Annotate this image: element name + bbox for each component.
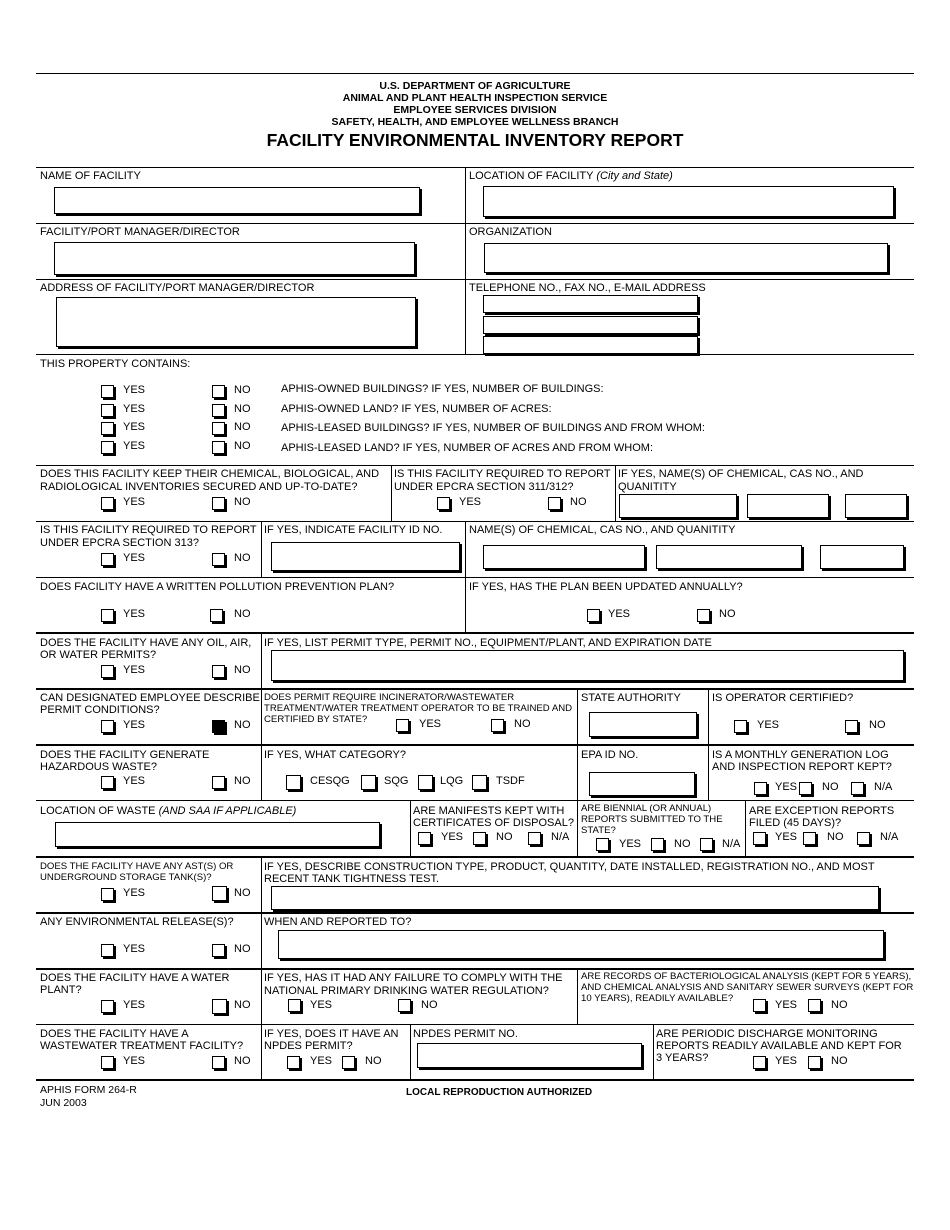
when-reported-input[interactable] (278, 930, 884, 959)
rule (36, 521, 914, 522)
permit-list-label: IF YES, LIST PERMIT TYPE, PERMIT NO., EQUIPMENT/PLANT, AND EXPIRATION DATE (264, 637, 712, 649)
yes-label: YES (123, 1055, 146, 1067)
yes-label: YES (459, 496, 482, 508)
epcra311-label-1: IS THIS FACILITY REQUIRED TO REPORT (394, 468, 611, 480)
waste-location-input[interactable] (55, 822, 380, 847)
yes-label: YES (419, 718, 442, 730)
describe-no-checkbox[interactable] (212, 720, 225, 733)
form-title: FACILITY ENVIRONMENTAL INVENTORY REPORT (266, 130, 684, 150)
operator-certified-no-checkbox[interactable] (845, 720, 858, 733)
exception-label-1: ARE EXCEPTION REPORTS (749, 805, 895, 817)
form-number: APHIS FORM 264-R (40, 1084, 137, 1096)
location-of-facility-label: LOCATION OF FACILITY (City and State) (469, 170, 673, 182)
npdes-label-2: NPDES PERMIT? (264, 1040, 353, 1052)
no-label: NO (234, 999, 251, 1011)
no-label: NO (234, 384, 251, 396)
rule (36, 577, 914, 578)
yes-label: YES (775, 781, 798, 793)
lqg-checkbox[interactable] (418, 775, 433, 790)
epcra313-yes-checkbox[interactable] (101, 553, 114, 566)
rule (36, 856, 914, 858)
epcra311-no-checkbox[interactable] (548, 497, 561, 510)
divider (653, 1024, 654, 1080)
haz-no-checkbox[interactable] (212, 776, 225, 789)
aphis-owned-buildings-label: APHIS-OWNED BUILDINGS? IF YES, NUMBER OF BUILDINGS: (281, 383, 604, 395)
no-label: NO (827, 831, 844, 843)
rule (36, 688, 914, 690)
epcra313-label-1: IS THIS FACILITY REQUIRED TO REPORT (40, 524, 257, 536)
yes-label: YES (123, 887, 146, 899)
dmr-label-2: REPORTS READILY AVAILABLE AND KEPT FOR (656, 1040, 902, 1052)
tank-description-input[interactable] (271, 886, 879, 910)
wwtf-label-2: WASTEWATER TREATMENT FACILITY? (40, 1040, 244, 1052)
yes-label: YES (757, 719, 780, 731)
agency-line-1: U.S. DEPARTMENT OF AGRICULTURE (379, 80, 571, 92)
npdes-no-checkbox[interactable] (342, 1056, 355, 1069)
yes-label: YES (123, 999, 146, 1011)
no-label: NO (514, 718, 531, 730)
inventories-label-2: RADIOLOGICAL INVENTORIES SECURED AND UP-TO-DATE? (40, 481, 358, 493)
aphis-owned-land-label: APHIS-OWNED LAND? IF YES, NUMBER OF ACRES: (281, 403, 552, 415)
rule (36, 465, 914, 466)
chem-313-input-3[interactable] (820, 545, 904, 569)
biennial-label-1: ARE BIENNIAL (OR ANNUAL) (581, 803, 712, 814)
divider (708, 688, 709, 800)
yes-label: YES (123, 608, 146, 620)
records-label-2: AND CHEMICAL ANALYSIS AND SANITARY SEWER SURVEYS (KEPT FOR (581, 982, 914, 993)
exception-yes-checkbox[interactable] (753, 832, 766, 845)
incinerator-no-checkbox[interactable] (491, 719, 504, 732)
water-plant-label-2: PLANT? (40, 984, 82, 996)
rule (36, 632, 914, 634)
location-note: (City and State) (596, 170, 673, 182)
no-label: NO (234, 887, 251, 899)
owned-buildings-yes-checkbox[interactable] (101, 385, 114, 398)
agency-line-3: EMPLOYEE SERVICES DIVISION (393, 104, 557, 116)
permits-no-checkbox[interactable] (212, 665, 225, 678)
monthly-log-na-checkbox[interactable] (851, 782, 864, 795)
yes-label: YES (123, 552, 146, 564)
no-label: NO (831, 1055, 848, 1067)
rule (36, 223, 914, 224)
biennial-label-3: STATE? (581, 825, 616, 836)
no-label: NO (674, 838, 691, 850)
fax-input[interactable] (483, 316, 698, 334)
yes-label: YES (619, 838, 642, 850)
p2-updated-label: IF YES, HAS THE PLAN BEEN UPDATED ANNUALLY? (469, 581, 743, 593)
divider (261, 521, 262, 577)
chem-313-input-2[interactable] (656, 545, 802, 569)
permits-yes-checkbox[interactable] (101, 665, 114, 678)
p2-updated-yes-checkbox[interactable] (587, 609, 600, 622)
yes-label: YES (123, 403, 146, 415)
manifests-na-checkbox[interactable] (528, 832, 541, 845)
operator-certified-label: IS OPERATOR CERTIFIED? (712, 692, 854, 704)
owned-buildings-no-checkbox[interactable] (212, 385, 225, 398)
no-label: NO (822, 781, 839, 793)
yes-label: YES (441, 831, 464, 843)
records-label-1: ARE RECORDS OF BACTERIOLOGICAL ANALYSIS (KEPT FOR 5 YEARS), (581, 971, 912, 982)
haz-label-2: HAZARDOUS WASTE? (40, 761, 157, 773)
yes-label: YES (123, 440, 146, 452)
rule (36, 167, 914, 168)
waste-location-label: LOCATION OF WASTE (AND SAA IF APPLICABLE) (40, 805, 297, 817)
ast-label-1: DOES THE FACILITY HAVE ANY AST(S) OR (40, 861, 234, 872)
release-no-checkbox[interactable] (212, 944, 225, 957)
no-label: NO (234, 421, 251, 433)
wwtf-label-1: DOES THE FACILITY HAVE A (40, 1028, 189, 1040)
agency-line-4: SAFETY, HEALTH, AND EMPLOYEE WELLNESS BRANCH (331, 116, 619, 128)
cesqg-checkbox[interactable] (286, 775, 301, 790)
biennial-na-checkbox[interactable] (700, 838, 713, 851)
yes-label: YES (123, 384, 146, 396)
incinerator-label-2: TREATMENT/WATER TREATMENT OPERATOR TO BE TRAINED AND (264, 703, 573, 714)
npdes-permit-no-label: NPDES PERMIT NO. (413, 1028, 518, 1040)
no-label: NO (496, 831, 513, 843)
records-label-3: 10 YEARS), READILY AVAILABLE? (581, 993, 734, 1004)
divider (577, 688, 578, 856)
no-label: NO (365, 1055, 382, 1067)
operator-certified-yes-checkbox[interactable] (734, 720, 747, 733)
rule (36, 354, 914, 355)
dmr-label-1: ARE PERIODIC DISCHARGE MONITORING (656, 1028, 878, 1040)
records-yes-checkbox[interactable] (753, 999, 766, 1012)
na-label: N/A (880, 831, 899, 843)
rule (36, 800, 914, 801)
incinerator-yes-checkbox[interactable] (396, 719, 409, 732)
permit-list-input[interactable] (271, 650, 904, 681)
yes-label: YES (123, 421, 146, 433)
state-authority-label: STATE AUTHORITY (581, 692, 681, 704)
yes-label: YES (123, 775, 146, 787)
no-label: NO (234, 608, 251, 620)
dmr-yes-checkbox[interactable] (753, 1056, 766, 1069)
chem-names-313-label: NAME(S) OF CHEMICAL, CAS NO., AND QUANITITY (469, 524, 736, 536)
manifests-yes-checkbox[interactable] (418, 832, 431, 845)
no-label: NO (234, 496, 251, 508)
epcra311-yes-checkbox[interactable] (437, 497, 450, 510)
p2-plan-no-checkbox[interactable] (210, 609, 223, 622)
telephone-input[interactable] (483, 295, 698, 313)
tsdf-label: TSDF (496, 775, 525, 787)
dmr-no-checkbox[interactable] (808, 1056, 821, 1069)
manager-input[interactable] (54, 242, 415, 275)
state-authority-input[interactable] (589, 712, 697, 737)
no-label: NO (869, 719, 886, 731)
epcra313-label-2: UNDER EPCRA SECTION 313? (40, 537, 199, 549)
yes-label: YES (310, 999, 333, 1011)
no-label: NO (234, 775, 251, 787)
chem-names-label-2: QUANITITY (618, 481, 677, 493)
ast-yes-checkbox[interactable] (101, 888, 114, 901)
no-label: NO (234, 664, 251, 676)
chem-313-input-1[interactable] (483, 545, 645, 569)
epa-id-input[interactable] (589, 772, 695, 796)
waste-location-note: (AND SAA IF APPLICABLE) (158, 805, 297, 817)
na-label: N/A (722, 838, 741, 850)
chem-name-input-3[interactable] (845, 494, 907, 518)
rule (36, 279, 914, 280)
leased-buildings-yes-checkbox[interactable] (101, 422, 114, 435)
email-input[interactable] (483, 336, 698, 354)
records-no-checkbox[interactable] (808, 999, 821, 1012)
tank-label-2: RECENT TANK TIGHTNESS TEST. (264, 873, 440, 885)
divider (577, 968, 578, 1024)
npdes-label-1: IF YES, DOES IT HAVE AN (264, 1028, 399, 1040)
chem-name-input-1[interactable] (619, 494, 737, 518)
tsdf-checkbox[interactable] (472, 775, 487, 790)
water-plant-label-1: DOES THE FACILITY HAVE A WATER (40, 972, 230, 984)
ast-label-2: UNDERGROUND STORAGE TANK(S)? (40, 872, 212, 883)
no-label: NO (234, 403, 251, 415)
monthly-log-no-checkbox[interactable] (799, 782, 812, 795)
chem-names-label-1: IF YES, NAME(S) OF CHEMICAL, CAS NO., AND (618, 468, 864, 480)
monthly-log-yes-checkbox[interactable] (754, 782, 767, 795)
category-label: IF YES, WHAT CATEGORY? (264, 749, 407, 761)
water-plant-no-checkbox[interactable] (212, 999, 227, 1014)
manifests-no-checkbox[interactable] (473, 832, 486, 845)
npdes-yes-checkbox[interactable] (287, 1056, 300, 1069)
name-of-facility-label: NAME OF FACILITY (40, 170, 141, 182)
divider (615, 465, 616, 521)
owned-land-yes-checkbox[interactable] (101, 404, 114, 417)
epcra311-label-2: UNDER EPCRA SECTION 311/312? (394, 481, 574, 493)
permits-label-2: OR WATER PERMITS? (40, 649, 157, 661)
describe-label-2: PERMIT CONDITIONS? (40, 704, 160, 716)
comply-yes-checkbox[interactable] (288, 999, 301, 1012)
lqg-label: LQG (440, 775, 464, 787)
no-label: NO (421, 999, 438, 1011)
comply-label-2: NATIONAL PRIMARY DRINKING WATER REGULATION? (264, 985, 549, 997)
na-label: N/A (551, 831, 570, 843)
exception-no-checkbox[interactable] (803, 832, 816, 845)
biennial-no-checkbox[interactable] (651, 838, 664, 851)
telephone-label: TELEPHONE NO., FAX NO., E-MAIL ADDRESS (469, 282, 706, 294)
haz-yes-checkbox[interactable] (101, 776, 114, 789)
yes-label: YES (123, 496, 146, 508)
leased-buildings-no-checkbox[interactable] (212, 422, 225, 435)
property-contains-label: THIS PROPERTY CONTAINS: (40, 358, 191, 370)
na-label: N/A (874, 781, 893, 793)
haz-label-1: DOES THE FACILITY GENERATE (40, 749, 210, 761)
yes-label: YES (775, 999, 798, 1011)
rule (36, 912, 914, 914)
yes-label: YES (123, 943, 146, 955)
chem-name-input-2[interactable] (747, 494, 829, 518)
comply-no-checkbox[interactable] (398, 999, 411, 1012)
incinerator-label-1: DOES PERMIT REQUIRE INCINERATOR/WASTEWATER (264, 692, 515, 703)
facility-id-input[interactable] (271, 542, 460, 571)
no-label: NO (234, 440, 251, 452)
p2-plan-label: DOES FACILITY HAVE A WRITTEN POLLUTION PREVENTION PLAN? (40, 581, 395, 593)
rule (36, 1024, 914, 1025)
inventories-label-1: DOES THIS FACILITY KEEP THEIR CHEMICAL, BIOLOGICAL, AND (40, 468, 380, 480)
rule (36, 968, 914, 970)
sqg-checkbox[interactable] (361, 775, 376, 790)
water-plant-yes-checkbox[interactable] (101, 1000, 114, 1013)
monthly-log-label-1: IS A MONTHLY GENERATION LOG (712, 749, 889, 761)
facility-id-label: IF YES, INDICATE FACILITY ID NO. (264, 524, 443, 536)
when-reported-label: WHEN AND REPORTED TO? (264, 916, 412, 928)
no-label: NO (831, 999, 848, 1011)
divider (391, 465, 392, 521)
address-label: ADDRESS OF FACILITY/PORT MANAGER/DIRECTOR (40, 282, 315, 294)
wwtf-yes-checkbox[interactable] (101, 1056, 114, 1069)
describe-label-1: CAN DESIGNATED EMPLOYEE DESCRIBE (40, 692, 260, 704)
yes-label: YES (775, 831, 798, 843)
leased-land-yes-checkbox[interactable] (101, 441, 114, 454)
yes-label: YES (123, 719, 146, 731)
name-of-facility-input[interactable] (54, 187, 420, 214)
no-label: NO (719, 608, 736, 620)
rule (36, 744, 914, 746)
ast-no-checkbox[interactable] (212, 886, 227, 901)
divider (410, 800, 411, 856)
no-label: NO (234, 1055, 251, 1067)
biennial-yes-checkbox[interactable] (596, 838, 609, 851)
owned-land-no-checkbox[interactable] (212, 404, 225, 417)
no-label: NO (234, 552, 251, 564)
organization-label: ORGANIZATION (469, 226, 552, 238)
divider (410, 1024, 411, 1080)
epa-id-label: EPA ID NO. (581, 749, 639, 761)
permits-label-1: DOES THE FACILITY HAVE ANY OIL, AIR, (40, 637, 252, 649)
p2-plan-yes-checkbox[interactable] (101, 609, 114, 622)
yes-label: YES (775, 1055, 798, 1067)
location-of-facility-input[interactable] (483, 186, 894, 217)
manifests-label-1: ARE MANIFESTS KEPT WITH (413, 805, 565, 817)
agency-line-2: ANIMAL AND PLANT HEALTH INSPECTION SERVICE (342, 92, 608, 104)
dmr-label-3: 3 YEARS? (656, 1052, 709, 1064)
divider (465, 521, 466, 632)
release-yes-checkbox[interactable] (101, 944, 114, 957)
address-input[interactable] (56, 297, 416, 347)
aphis-leased-buildings-label: APHIS-LEASED BUILDINGS? IF YES, NUMBER OF BUILDINGS AND FROM WHOM: (281, 422, 705, 434)
divider (745, 800, 746, 856)
incinerator-label-3: CERTIFIED BY STATE? (264, 714, 368, 725)
yes-label: YES (608, 608, 631, 620)
p2-updated-no-checkbox[interactable] (697, 609, 710, 622)
reproduction-note: LOCAL REPRODUCTION AUTHORIZED (406, 1087, 593, 1098)
biennial-label-2: REPORTS SUBMITTED TO THE (581, 814, 723, 825)
describe-yes-checkbox[interactable] (101, 720, 114, 733)
cesqg-label: CESQG (310, 775, 350, 787)
epcra313-no-checkbox[interactable] (212, 553, 225, 566)
inventories-no-checkbox[interactable] (212, 497, 225, 510)
wwtf-no-checkbox[interactable] (212, 1056, 225, 1069)
yes-label: YES (310, 1055, 333, 1067)
divider (465, 167, 466, 354)
release-label: ANY ENVIRONMENTAL RELEASE(S)? (40, 916, 234, 928)
comply-label-1: IF YES, HAS IT HAD ANY FAILURE TO COMPLY WITH THE (264, 972, 563, 984)
npdes-permit-no-input[interactable] (417, 1043, 642, 1068)
manager-label: FACILITY/PORT MANAGER/DIRECTOR (40, 226, 240, 238)
divider (261, 856, 262, 1080)
inventories-yes-checkbox[interactable] (101, 497, 114, 510)
exception-na-checkbox[interactable] (857, 832, 870, 845)
form-date: JUN 2003 (40, 1097, 87, 1109)
aphis-leased-land-label: APHIS-LEASED LAND? IF YES, NUMBER OF ACRES AND FROM WHOM: (281, 442, 654, 454)
monthly-log-label-2: AND INSPECTION REPORT KEPT? (712, 761, 892, 773)
divider (261, 632, 262, 800)
leased-land-no-checkbox[interactable] (212, 441, 225, 454)
no-label: NO (234, 719, 251, 731)
exception-label-2: FILED (45 DAYS)? (749, 817, 842, 829)
yes-label: YES (123, 664, 146, 676)
no-label: NO (234, 943, 251, 955)
organization-input[interactable] (484, 243, 888, 273)
manifests-label-2: CERTIFICATES OF DISPOSAL? (413, 817, 574, 829)
sqg-label: SQG (384, 775, 409, 787)
rule (36, 1079, 914, 1081)
no-label: NO (570, 496, 587, 508)
tank-label-1: IF YES, DESCRIBE CONSTRUCTION TYPE, PRODUCT, QUANTITY, DATE INSTALLED, REGISTRATION NO., AND MOST (264, 861, 875, 873)
top-rule (36, 73, 914, 74)
